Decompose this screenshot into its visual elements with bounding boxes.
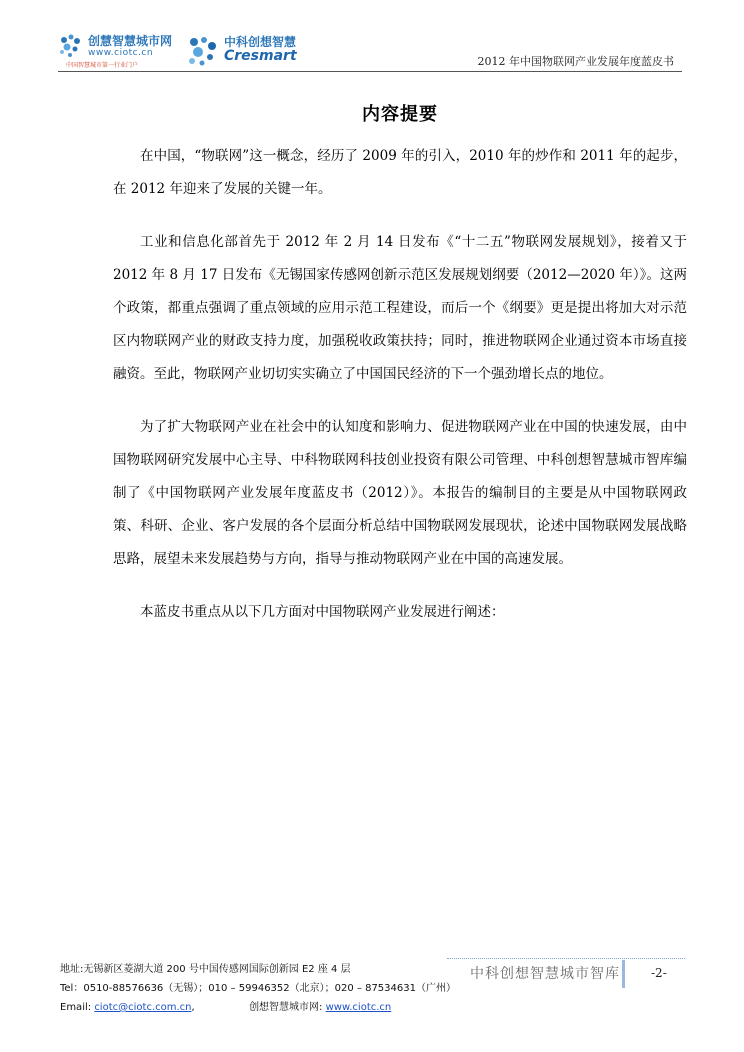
ciotc-logo <box>58 30 178 70</box>
paragraph-3: 为了扩大物联网产业在社会中的认知度和影响力、促进物联网产业在中国的快速发展，由中国物联网研究发展中心主导、中科物联网科技创业投资有限公司管理、中科创想智慧城市智库编制了《中国物联网产业发展年度蓝皮书（2012）》。本报告的编制目的主要是从中国物联网政策、科研、企业、客户发展的各个层面分析总结中国物联网发展现状，论述中国物联网发展战略思路，展望未来发展趋势与方向，指导与推动物联网产业在中国的高速发展。 <box>113 419 687 567</box>
logo-site-name: 创慧智慧城市网 <box>88 34 173 48</box>
site-label: 创想智慧城市网: <box>249 1002 323 1013</box>
site-link[interactable]: www.ciotc.cn <box>325 1002 392 1013</box>
paragraph-1: 在中国，“物联网”这一概念，经历了 2009 年的引入，2010 年的炒作和 2011 年的起步，在 2012 年迎来了发展的关键一年。 <box>113 148 687 197</box>
logo-slogan: 中国智慧城市第一行业门户 <box>66 62 139 69</box>
paragraph-2: 工业和信息化部首先于 2012 年 2 月 14 日发布《“十二五”物联网发展规划》，接着又于 2012 年 8 月 17 日发布《无锡国家传感网创新示范区发展规划纲要（2012—2020 年）》。这两个政策，都重点强调了重点领域的应用示范工程建设，而后一个《纲要》更是提出将加大对示范区内物联网产业的财政支持力度，加强税收政策扶持；同时，推进物联网企业通过资本市场直接融资。至此，物联网产业切切实实确立了中国国民经济的下一个强劲增长点的地位。 <box>113 234 687 382</box>
header-divider <box>58 71 682 72</box>
tel-line: Tel：0510-88576636（无锡）；010 – 59946352（北京）；020 – 87534631（广州） <box>60 983 456 994</box>
email-line <box>60 998 456 1017</box>
footer-accent-bar <box>622 960 625 988</box>
cresmart-logo <box>186 30 316 72</box>
dot-cluster-icon <box>58 32 88 62</box>
page-header <box>0 0 744 80</box>
page-number: -2- <box>651 966 667 980</box>
logo-name-cn: 中科创想智慧 <box>224 35 297 49</box>
footer-divider <box>447 958 685 959</box>
address-line: 地址:无锡新区菱湖大道 200 号中国传感网国际创新园 E2 座 4 层 <box>60 964 351 975</box>
paragraph-4: 本蓝皮书重点从以下几方面对中国物联网产业发展进行阐述： <box>140 604 505 620</box>
email-link[interactable]: ciotc@ciotc.com.cn <box>94 1002 192 1013</box>
contact-info <box>60 960 456 1017</box>
email-suffix: , <box>191 1002 195 1013</box>
main-content <box>113 100 687 649</box>
page-footer <box>0 950 744 1050</box>
molecule-icon <box>186 34 220 68</box>
running-header-title: 2012 年中国物联网产业发展年度蓝皮书 <box>477 55 674 68</box>
email-label: Email: <box>60 1002 92 1013</box>
footer-brand: 中科创想智慧城市智库 <box>470 966 620 982</box>
logo-name-en: Cresmart <box>224 48 297 64</box>
page-title: 内容提要 <box>362 104 438 125</box>
logo-site-url: www.ciotc.cn <box>88 48 154 58</box>
